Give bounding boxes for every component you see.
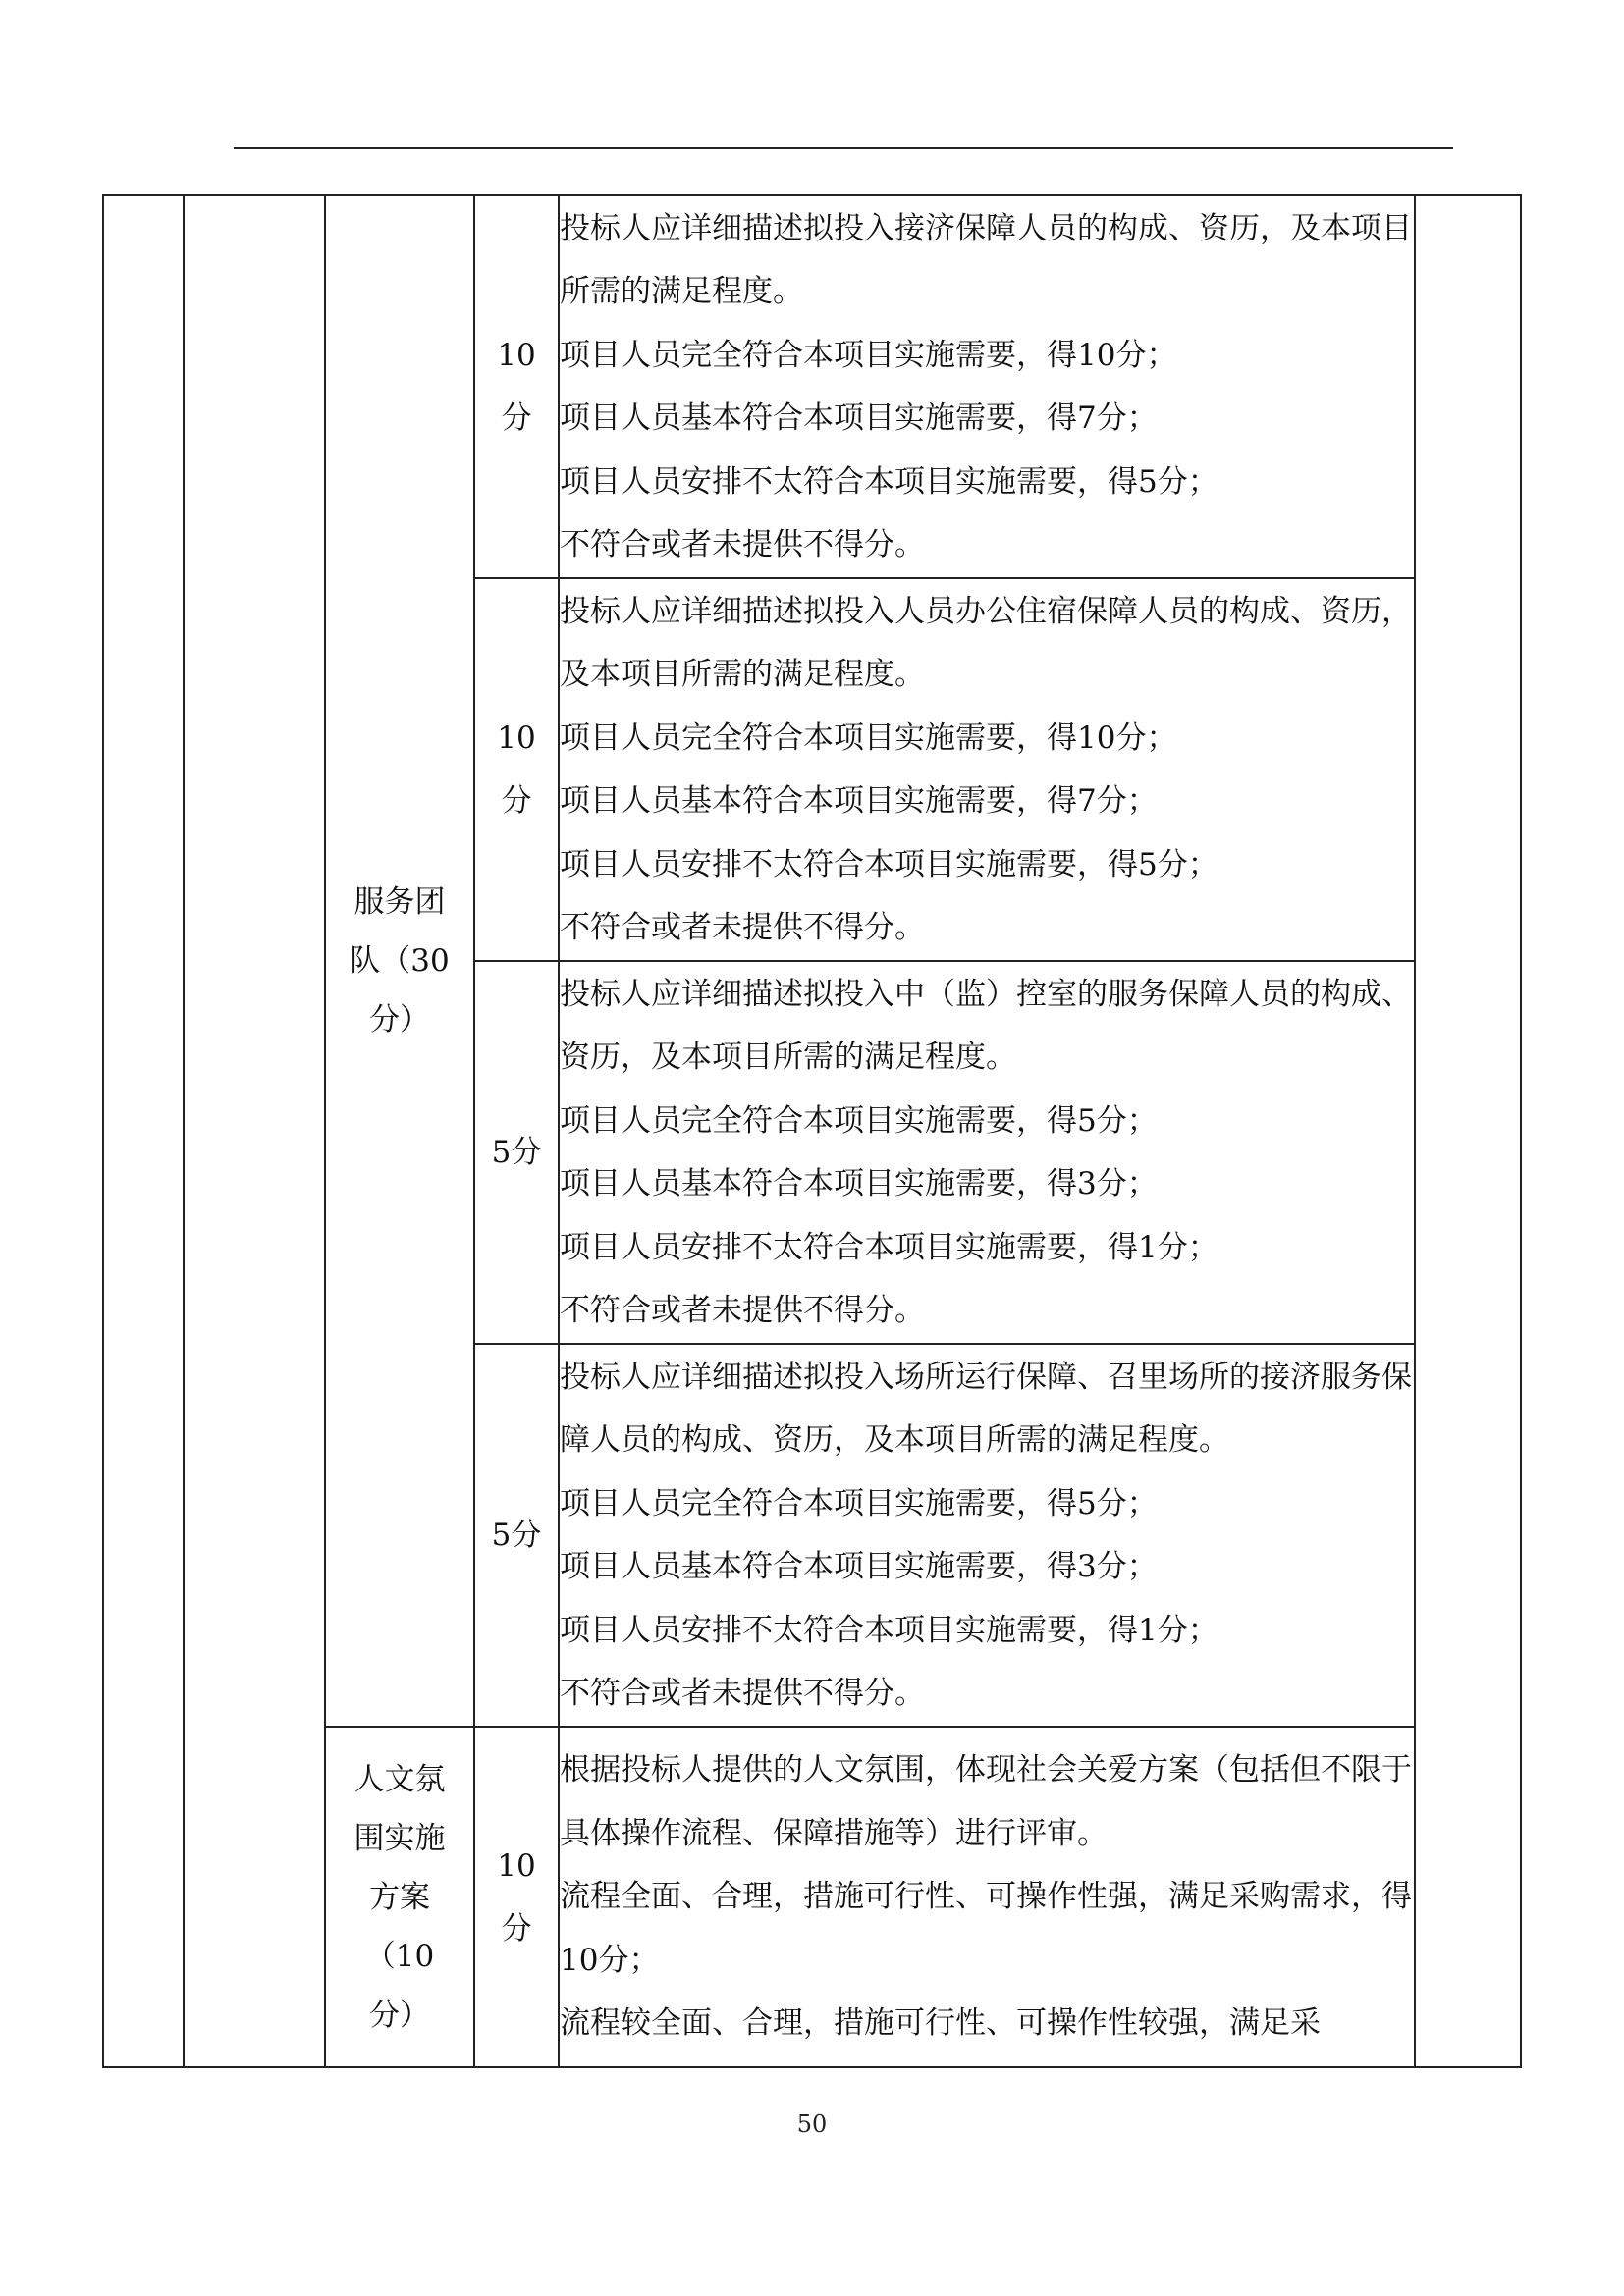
score-cell	[474, 1727, 559, 2067]
criteria-line: 流程全面、合理，措施可行性、可操作性强，满足采购需求，得10分；	[560, 1879, 1412, 1978]
criteria-line: 投标人应详细描述拟投入接济保障人员的构成、资历，及本项目所需的满足程度。	[560, 210, 1412, 309]
criteria-line: 项目人员安排不太符合本项目实施需要，得1分；	[560, 1229, 1218, 1265]
criteria-line: 项目人员基本符合本项目实施需要，得7分；	[560, 400, 1158, 436]
remarks-cell	[1415, 195, 1521, 2067]
criteria-cell	[559, 961, 1415, 1344]
header-rule	[234, 147, 1453, 149]
criteria-line: 项目人员基本符合本项目实施需要，得3分；	[560, 1166, 1158, 1201]
score-cell	[474, 961, 559, 1344]
criteria-line: 项目人员完全符合本项目实施需要，得10分；	[560, 720, 1177, 756]
category-cell-service-team	[325, 195, 474, 1727]
item-cell	[184, 195, 325, 2067]
criteria-line: 不符合或者未提供不得分。	[560, 527, 925, 562]
score-value: 5分	[491, 1135, 542, 1170]
criteria-line: 项目人员基本符合本项目实施需要，得3分；	[560, 1549, 1158, 1584]
score-cell	[474, 578, 559, 961]
criteria-line: 流程较全面、合理，措施可行性、可操作性较强，满足采	[560, 2005, 1321, 2042]
criteria-line: 项目人员完全符合本项目实施需要，得10分；	[560, 337, 1177, 373]
criteria-line: 项目人员完全符合本项目实施需要，得5分；	[560, 1485, 1158, 1522]
score-value: 10分	[497, 338, 536, 436]
category-cell-humanistic	[325, 1727, 474, 2067]
criteria-line: 项目人员安排不太符合本项目实施需要，得1分；	[560, 1612, 1218, 1648]
criteria-line: 项目人员安排不太符合本项目实施需要，得5分；	[560, 846, 1218, 882]
criteria-cell	[559, 195, 1415, 578]
criteria-line: 项目人员完全符合本项目实施需要，得5分；	[560, 1102, 1158, 1139]
criteria-line: 投标人应详细描述拟投入中（监）控室的服务保障人员的构成、资历，及本项目所需的满足程度。	[560, 976, 1412, 1075]
criteria-cell	[559, 1344, 1415, 1727]
score-value: 10分	[497, 1847, 536, 1947]
criteria-line: 投标人应详细描述拟投入场所运行保障、召里场所的接济服务保障人员的构成、资历，及本项目所需的满足程度。	[560, 1359, 1412, 1458]
score-cell	[474, 195, 559, 578]
criteria-line: 不符合或者未提供不得分。	[560, 910, 925, 945]
score-value: 10分	[497, 721, 536, 819]
score-cell	[474, 1344, 559, 1727]
page-number: 50	[796, 2110, 828, 2138]
criteria-line: 投标人应详细描述拟投入人员办公住宿保障人员的构成、资历，及本项目所需的满足程度。	[560, 593, 1412, 692]
table-row	[103, 195, 1521, 578]
criteria-line: 不符合或者未提供不得分。	[560, 1676, 925, 1711]
criteria-cell	[559, 1727, 1415, 2067]
criteria-line: 项目人员基本符合本项目实施需要，得7分；	[560, 783, 1158, 819]
score-value: 5分	[491, 1518, 542, 1553]
category-label: 服务团队（30分）	[350, 884, 450, 1038]
index-cell	[103, 195, 184, 2067]
criteria-line: 项目人员安排不太符合本项目实施需要，得5分；	[560, 463, 1218, 500]
criteria-line: 不符合或者未提供不得分。	[560, 1293, 925, 1328]
category-label: 人文氛围实施方案（10分）	[353, 1761, 446, 2033]
criteria-line: 根据投标人提供的人文氛围，体现社会关爱方案（包括但不限于具体操作流程、保障措施等）进行评审。	[560, 1752, 1412, 1851]
criteria-cell	[559, 578, 1415, 961]
scoring-table	[102, 194, 1522, 2068]
